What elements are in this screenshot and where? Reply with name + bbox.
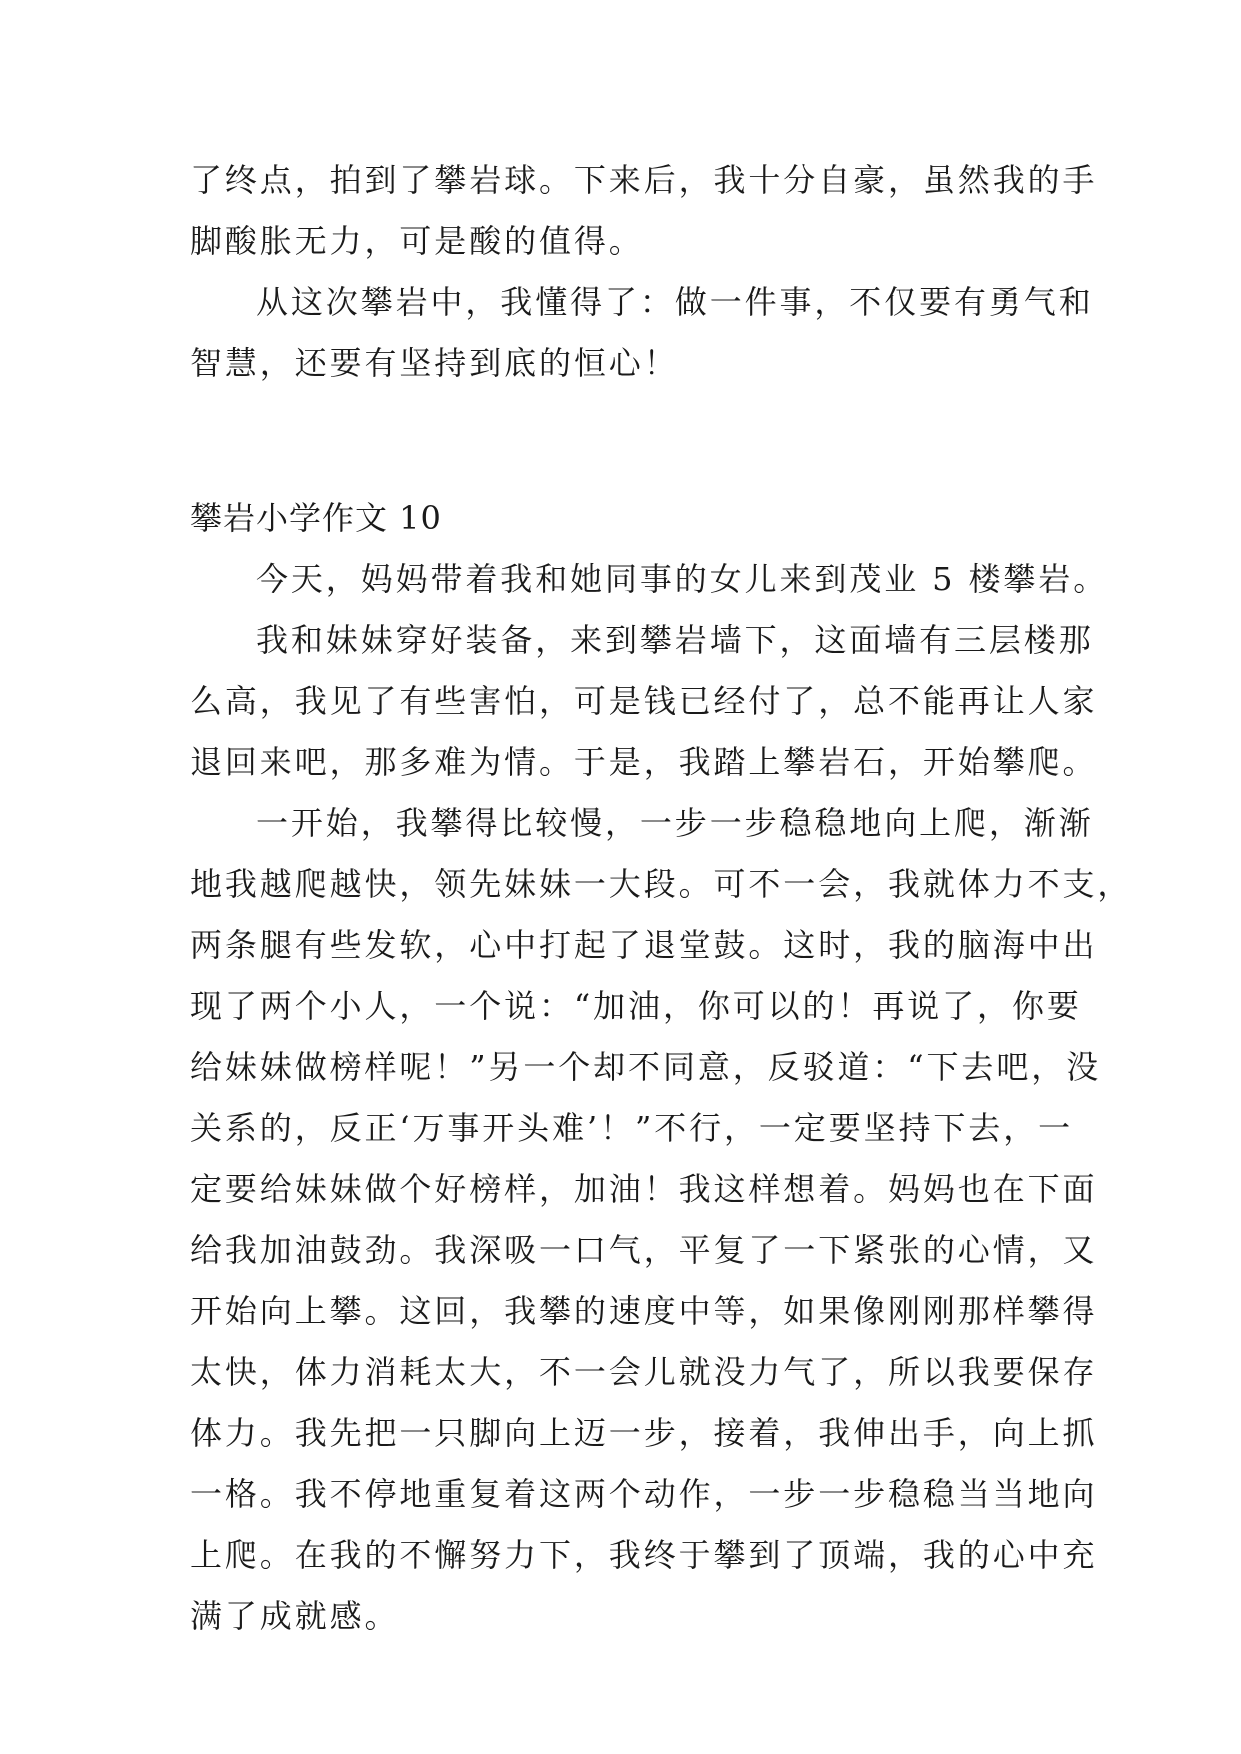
section-title: 攀岩小学作文 10 [190, 499, 442, 537]
text-line: 两条腿有些发软，心中打起了退堂鼓。这时，我的脑海中出 [190, 926, 1098, 964]
text-line: 给妹妹做榜样呢！”另一个却不同意，反驳道：“下去吧，没 [190, 1048, 1102, 1086]
paragraph-start: 从这次攀岩中，我懂得了：做一件事，不仅要有勇气和 [256, 283, 1094, 321]
text-line: 退回来吧，那多难为情。于是，我踏上攀岩石，开始攀爬。 [190, 743, 1098, 781]
text-line: 么高，我见了有些害怕，可是钱已经付了，总不能再让人家 [190, 682, 1098, 720]
text-line: 脚酸胀无力，可是酸的值得。 [190, 222, 644, 260]
text-line: 地我越爬越快，领先妹妹一大段。可不一会，我就体力不支， [190, 865, 1133, 903]
text-line: 满了成就感。 [190, 1597, 400, 1635]
text-line: 定要给妹妹做个好榜样，加油！我这样想着。妈妈也在下面 [190, 1170, 1098, 1208]
text-line: 太快，体力消耗太大，不一会儿就没力气了，所以我要保存 [190, 1353, 1098, 1391]
paragraph-start: 一开始，我攀得比较慢，一步一步稳稳地向上爬，渐渐 [256, 804, 1094, 842]
document-page [190, 150, 1133, 1647]
section-gap [190, 394, 1090, 488]
text-line: 了终点，拍到了攀岩球。下来后，我十分自豪，虽然我的手 [190, 161, 1098, 199]
text-line: 现了两个小人，一个说：“加油，你可以的！再说了，你要 [190, 987, 1082, 1025]
text-line: 关系的，反正‘万事开头难’！”不行，一定要坚持下去，一 [190, 1109, 1074, 1147]
text-line: 体力。我先把一只脚向上迈一步，接着，我伸出手，向上抓 [190, 1414, 1098, 1452]
text-line: 一格。我不停地重复着这两个动作，一步一步稳稳当当地向 [190, 1475, 1098, 1513]
text-line: 智慧，还要有坚持到底的恒心！ [190, 344, 679, 382]
text-line: 上爬。在我的不懈努力下，我终于攀到了顶端，我的心中充 [190, 1536, 1098, 1574]
text-line: 开始向上攀。这回，我攀的速度中等，如果像刚刚那样攀得 [190, 1292, 1098, 1330]
paragraph-start: 今天，妈妈带着我和她同事的女儿来到茂业 5 楼攀岩。 [256, 560, 1109, 598]
text-line: 给我加油鼓劲。我深吸一口气，平复了一下紧张的心情，又 [190, 1231, 1098, 1269]
paragraph-start: 我和妹妹穿好装备，来到攀岩墙下，这面墙有三层楼那 [256, 621, 1094, 659]
